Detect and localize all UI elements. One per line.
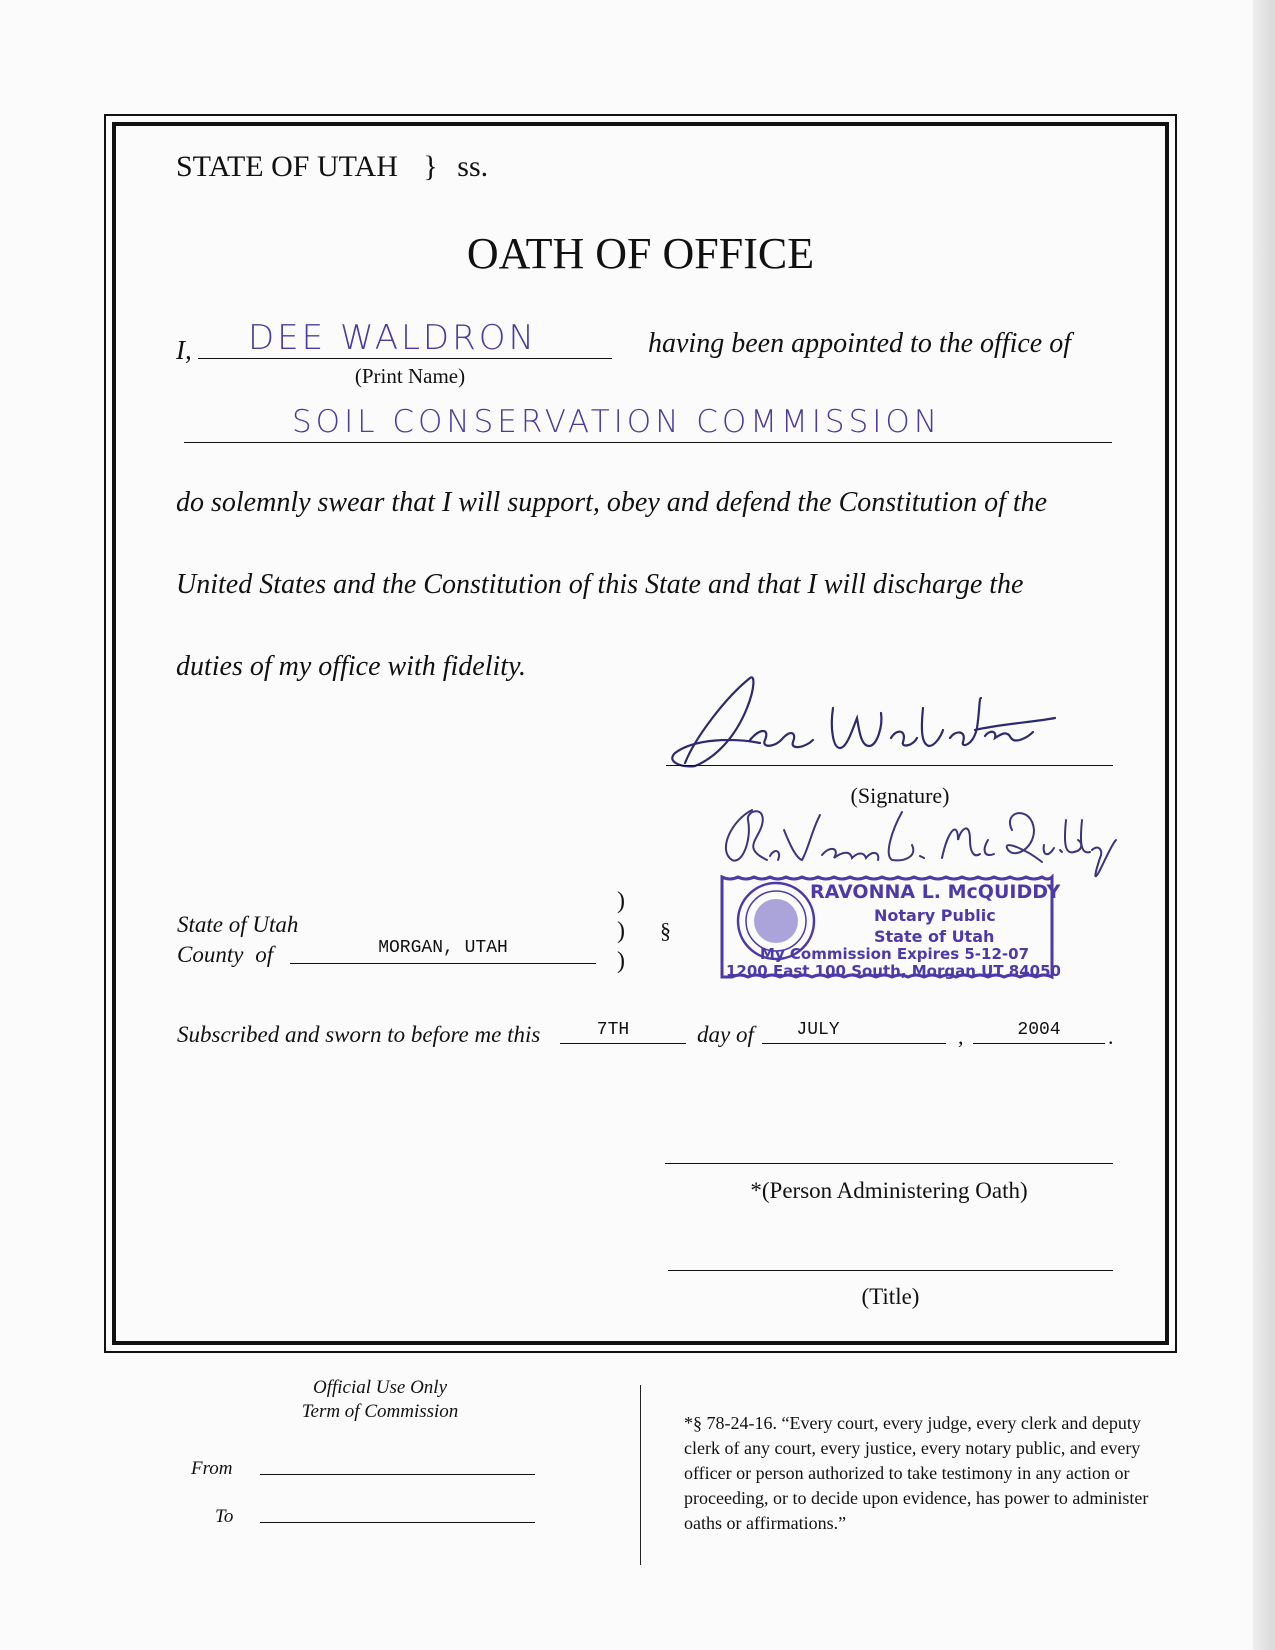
from-line <box>260 1474 535 1475</box>
day-of-text: day of <box>697 1022 754 1047</box>
oath-text-line-1: do solemnly swear that I will support, obey and defend the Constitution of the <box>176 487 1048 518</box>
county-value: MORGAN, UTAH <box>378 938 508 958</box>
notary-stamp-text <box>718 873 1061 983</box>
section-symbol: § <box>660 918 671 943</box>
date-comma: , <box>958 1024 964 1049</box>
administer-line <box>665 1163 1113 1164</box>
footer-divider <box>640 1385 641 1565</box>
stamp-address: 1200 East 100 South, Morgan UT 84050 <box>726 962 1061 980</box>
official-use-label: Official Use Only <box>312 1377 448 1398</box>
oath-text-line-2: United States and the Constitution of this State and that I will discharge the <box>176 569 1024 600</box>
day-line <box>560 1043 686 1044</box>
ss-label: ss. <box>457 150 489 183</box>
to-label: To <box>215 1506 234 1527</box>
oath-text-line-3: duties of my office with fidelity. <box>176 651 526 682</box>
officer-signature <box>655 668 1075 778</box>
date-period: . <box>1108 1024 1114 1049</box>
venue-state: State of Utah <box>177 912 299 937</box>
appointed-text: having been appointed to the office of <box>648 328 1072 359</box>
venue-paren-2: ) <box>617 918 625 944</box>
venue-paren-3: ) <box>617 948 625 974</box>
oath-prefix: I, <box>176 335 192 365</box>
month-value: JULY <box>796 1020 840 1040</box>
title-line <box>668 1270 1113 1271</box>
page-edge-shadow <box>1253 0 1275 1650</box>
state-label: STATE OF UTAH <box>176 150 398 183</box>
subscribed-text: Subscribed and sworn to before me this <box>177 1022 541 1047</box>
stamp-state: State of Utah <box>874 927 995 946</box>
to-line <box>260 1522 535 1523</box>
from-label: From <box>191 1458 233 1479</box>
stamp-expires: My Commission Expires 5-12-07 <box>760 945 1030 963</box>
title-label: (Title) <box>861 1284 920 1309</box>
signature-label: (Signature) <box>850 783 950 808</box>
office-line <box>184 442 1112 443</box>
signature-line <box>666 765 1113 766</box>
year-line <box>973 1043 1105 1044</box>
year-value: 2004 <box>1017 1020 1061 1040</box>
state-heading <box>176 150 488 184</box>
venue-paren-1: ) <box>617 888 625 914</box>
stamp-name: RAVONNA L. McQUIDDY <box>810 881 1061 903</box>
statute-text: *§ 78-24-16. “Every court, every judge, every clerk and deputy clerk of any court, every justice, every notary public, and every officer or person authorized to take testimony in any action or proceeding, or to decide upon evidence, has power to administer oaths or affirmations.” <box>684 1413 1149 1533</box>
day-value: 7TH <box>596 1020 630 1040</box>
administer-label: *(Person Administering Oath) <box>750 1178 1028 1203</box>
month-line <box>762 1043 946 1044</box>
venue-county-label: County of <box>177 942 274 967</box>
document-title: OATH OF OFFICE <box>466 229 815 278</box>
county-line <box>290 963 596 964</box>
stamp-role: Notary Public <box>874 906 996 925</box>
print-name-label: (Print Name) <box>354 364 466 388</box>
term-label: Term of Commission <box>301 1401 459 1422</box>
office-value: SOIL CONSERVATION COMMISSION <box>292 404 942 440</box>
brace: } <box>423 150 438 183</box>
print-name-line <box>198 358 612 359</box>
print-name-value: DEE WALDRON <box>248 318 537 358</box>
